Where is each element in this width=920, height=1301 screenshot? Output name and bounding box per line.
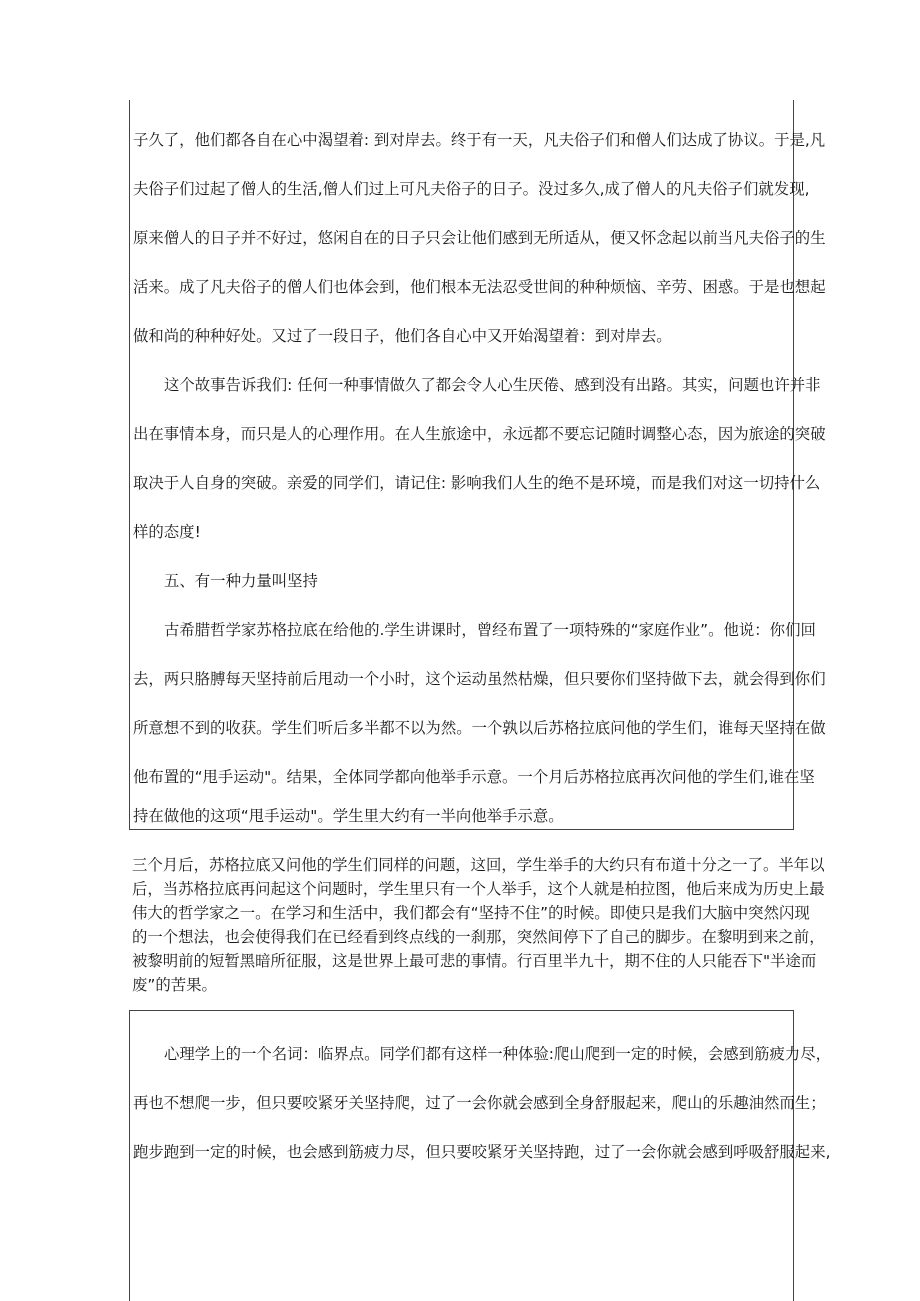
paragraph-line: 伟大的哲学家之一。在学习和生活中，我们都会有“坚持不住”的时候。即使只是我们大脑中突然闪现 <box>132 904 810 922</box>
paragraph-line: 古希腊哲学家苏格拉底在给他的.学生讲课时，曾经布置了一项特殊的“家庭作业”。他说：你们回 <box>164 621 816 639</box>
paragraph-line: 跑步跑到一定的时候，也会感到筋疲力尽，但只要咬紧牙关坚持跑，过了一会你就会感到呼吸舒服起来, <box>133 1143 831 1161</box>
paragraph-line: 的一个想法，也会使得我们在已经看到终点线的一刹那，突然间停下了自己的脚步。在黎明到来之前， <box>132 928 825 946</box>
paragraph-line: 取决于人自身的突破。亲爱的同学们，请记住: 影响我们人生的绝不是环境，而是我们对这一切持什么 <box>133 474 821 492</box>
bordered-text-box-top <box>129 100 826 830</box>
paragraph-line: 持在做他的这项“甩手运动"。学生里大约有一半向他举手示意。 <box>133 807 564 825</box>
paragraph-line: 去，两只胳膊每天坚持前后甩动一个小时，这个运动虽然枯燥，但只要你们坚持做下去，就会得到你们 <box>133 670 826 688</box>
paragraph-line: 子久了，他们都各自在心中渴望着: 到对岸去。终于有一天，凡夫俗子们和僧人们达成了协议。于是,凡 <box>133 131 826 149</box>
paragraph-line: 三个月后，苏格拉底又问他的学生们同样的问题，这回，学生举手的大约只有布道十分之一了。半年以 <box>132 856 825 874</box>
paragraph-line: 后，当苏格拉底再问起这个问题时，学生里只有一个人举手，这个人就是柏拉图，他后来成为历史上最 <box>132 880 825 898</box>
paragraph-line: 夫俗子们过起了僧人的生活,僧人们过上可凡夫俗子的日子。没过多久,成了僧人的凡夫俗子们就发现, <box>133 180 810 198</box>
paragraph-line: 他布置的“甩手运动"。结果，全体同学都向他举手示意。一个月后苏格拉底再次问他的学生们,谁在坚 <box>133 768 815 786</box>
paragraph-line: 样的态度! <box>133 523 201 541</box>
paragraph-line: 所意想不到的收获。学生们听后多半都不以为然。一个孰以后苏格拉底问他的学生们，谁每天坚持在做 <box>133 719 826 737</box>
paragraph-line: 废”的苦果。 <box>132 976 217 994</box>
paragraph-line: 做和尚的种种好处。又过了一段日子，他们各自心中又开始渴望着：到对岸去。 <box>133 327 672 345</box>
paragraph-line: 被黎明前的短暂黑暗所征服，这是世界上最可悲的事情。行百里半九十，期不住的人只能吞下"半途而 <box>132 952 817 970</box>
paragraph-line: 活来。成了凡夫俗子的僧人们也体会到，他们根本无法忍受世间的种种烦恼、辛劳、困惑。于是也想起 <box>133 278 826 296</box>
paragraph-line: 原来僧人的日子并不好过，悠闲自在的日子只会让他们感到无所适从，便又怀念起以前当凡夫俗子的生 <box>133 229 826 247</box>
paragraph-line: 心理学上的一个名词：临界点。同学们都有这样一种体验:爬山爬到一定的时候，会感到筋疲力尽， <box>164 1045 831 1063</box>
section-heading: 五、有一种力量叫坚持 <box>164 572 318 590</box>
paragraph-line: 这个故事告诉我们: 任何一种事情做久了都会令人心生厌倦、感到没有出路。其实，问题也许并非 <box>164 376 821 394</box>
bordered-text-box-bottom <box>129 1010 831 1301</box>
paragraph-line: 再也不想爬一步，但只要咬紧牙关坚持爬，过了一会你就会感到全身舒服起来，爬山的乐趣油然而生； <box>133 1094 826 1112</box>
paragraph-line: 出在事情本身，而只是人的心理作用。在人生旅途中，永远都不要忘记随时调整心态，因为旅途的突破 <box>133 425 826 443</box>
